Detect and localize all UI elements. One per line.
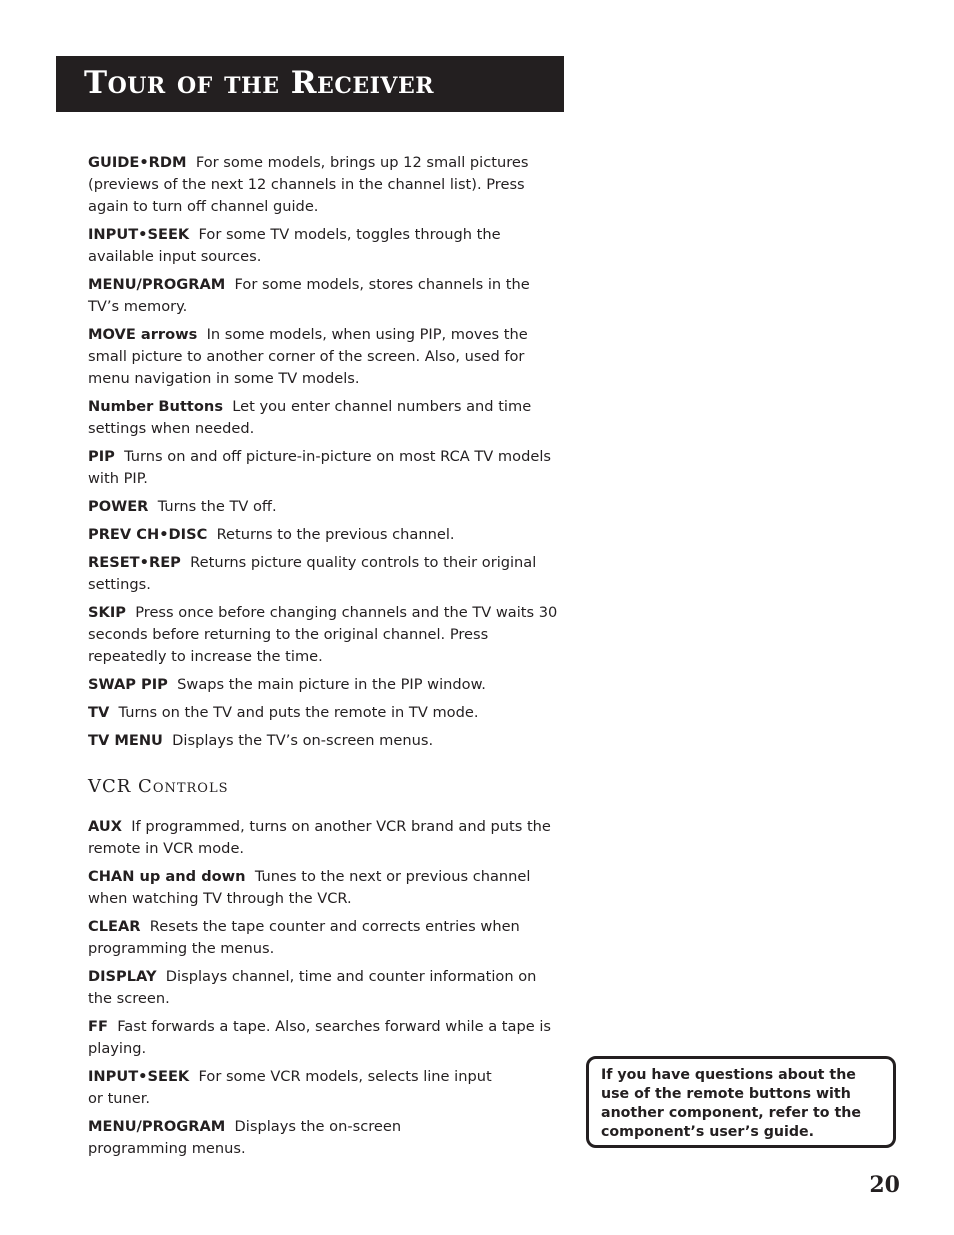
list-item	[88, 274, 558, 318]
list-item	[88, 496, 558, 518]
entry-term: SKIP	[88, 604, 126, 621]
note-text: If you have questions about the use of the remote buttons with another component, refer to the component’s user’s guide.	[601, 1067, 861, 1140]
list-item	[88, 916, 558, 960]
entry-term: TV	[88, 704, 110, 721]
entry-text: Turns the TV off.	[157, 498, 277, 515]
list-item	[88, 152, 558, 218]
entry-term: DISPLAY	[88, 968, 157, 985]
list-item	[88, 1116, 428, 1160]
entry-term: FF	[88, 1018, 108, 1035]
entry-text: Turns on and off picture-in-picture on most RCA TV models with PIP.	[88, 448, 551, 487]
entry-text: Displays the TV’s on-screen menus.	[172, 732, 434, 749]
entry-term: RESET•REP	[88, 554, 181, 571]
entry-term: POWER	[88, 498, 149, 515]
entry-term: SWAP PIP	[88, 676, 168, 693]
list-item	[88, 224, 558, 268]
list-item	[88, 324, 558, 390]
vcr-section-heading-wrap	[88, 776, 558, 797]
entry-term: INPUT•SEEK	[88, 1068, 190, 1085]
entry-term: AUX	[88, 818, 122, 835]
list-item	[88, 1066, 508, 1110]
section-heading: VCR Controls	[88, 776, 229, 797]
list-item	[88, 730, 558, 752]
list-item	[88, 396, 558, 440]
entry-text: For some TV models, toggles through the available input sources.	[88, 226, 501, 265]
entry-text: Let you enter channel numbers and time settings when needed.	[88, 398, 532, 437]
entry-term: PREV CH•DISC	[88, 526, 208, 543]
entry-text: Swaps the main picture in the PIP window.	[177, 676, 486, 693]
entry-term: MENU/PROGRAM	[88, 1118, 226, 1135]
entry-term: MENU/PROGRAM	[88, 276, 226, 293]
list-item	[88, 524, 558, 546]
tv-controls-list	[88, 152, 558, 758]
entry-term: TV MENU	[88, 732, 163, 749]
list-item	[88, 602, 558, 668]
list-item	[88, 446, 558, 490]
entry-term: Number Buttons	[88, 398, 223, 415]
entry-text: In some models, when using PIP, moves the small picture to another corner of the screen. Also, used for menu navigation in some TV models.	[88, 326, 528, 387]
entry-text: Returns picture quality controls to their original settings.	[88, 554, 537, 593]
entry-text: Resets the tape counter and corrects entries when programming the menus.	[88, 918, 520, 957]
entry-text: Displays channel, time and counter information on the screen.	[88, 968, 537, 1007]
entry-text: If programmed, turns on another VCR brand and puts the remote in VCR mode.	[88, 818, 551, 857]
list-item	[88, 966, 558, 1010]
header-bar	[56, 56, 564, 112]
entry-term: CLEAR	[88, 918, 141, 935]
list-item	[88, 816, 558, 860]
entry-term: CHAN up and down	[88, 868, 246, 885]
entry-term: GUIDE•RDM	[88, 154, 187, 171]
entry-text: For some models, brings up 12 small pictures (previews of the next 12 channels in the channel list). Press again to turn off channel guide.	[88, 154, 529, 215]
entry-term: MOVE arrows	[88, 326, 198, 343]
list-item	[88, 1016, 558, 1060]
vcr-controls-list	[88, 816, 558, 1166]
entry-text: For some models, stores channels in the TV’s memory.	[88, 276, 530, 315]
entry-text: Returns to the previous channel.	[216, 526, 455, 543]
entry-term: PIP	[88, 448, 115, 465]
entry-term: INPUT•SEEK	[88, 226, 190, 243]
entry-text: For some VCR models, selects line input or tuner.	[88, 1068, 492, 1107]
page-title: Tour of the Receiver	[84, 65, 435, 101]
page-number: 20	[869, 1172, 900, 1198]
list-item	[88, 866, 558, 910]
list-item	[88, 674, 558, 696]
entry-text: Turns on the TV and puts the remote in TV mode.	[118, 704, 479, 721]
entry-text: Displays the on-screen programming menus.	[88, 1118, 402, 1157]
list-item	[88, 552, 558, 596]
note-box	[586, 1056, 896, 1148]
list-item	[88, 702, 558, 724]
entry-text: Press once before changing channels and the TV waits 30 seconds before returning to the original channel. Press repeatedly to increase the time.	[88, 604, 558, 665]
entry-text: Tunes to the next or previous channel when watching TV through the VCR.	[88, 868, 531, 907]
entry-text: Fast forwards a tape. Also, searches forward while a tape is playing.	[88, 1018, 551, 1057]
